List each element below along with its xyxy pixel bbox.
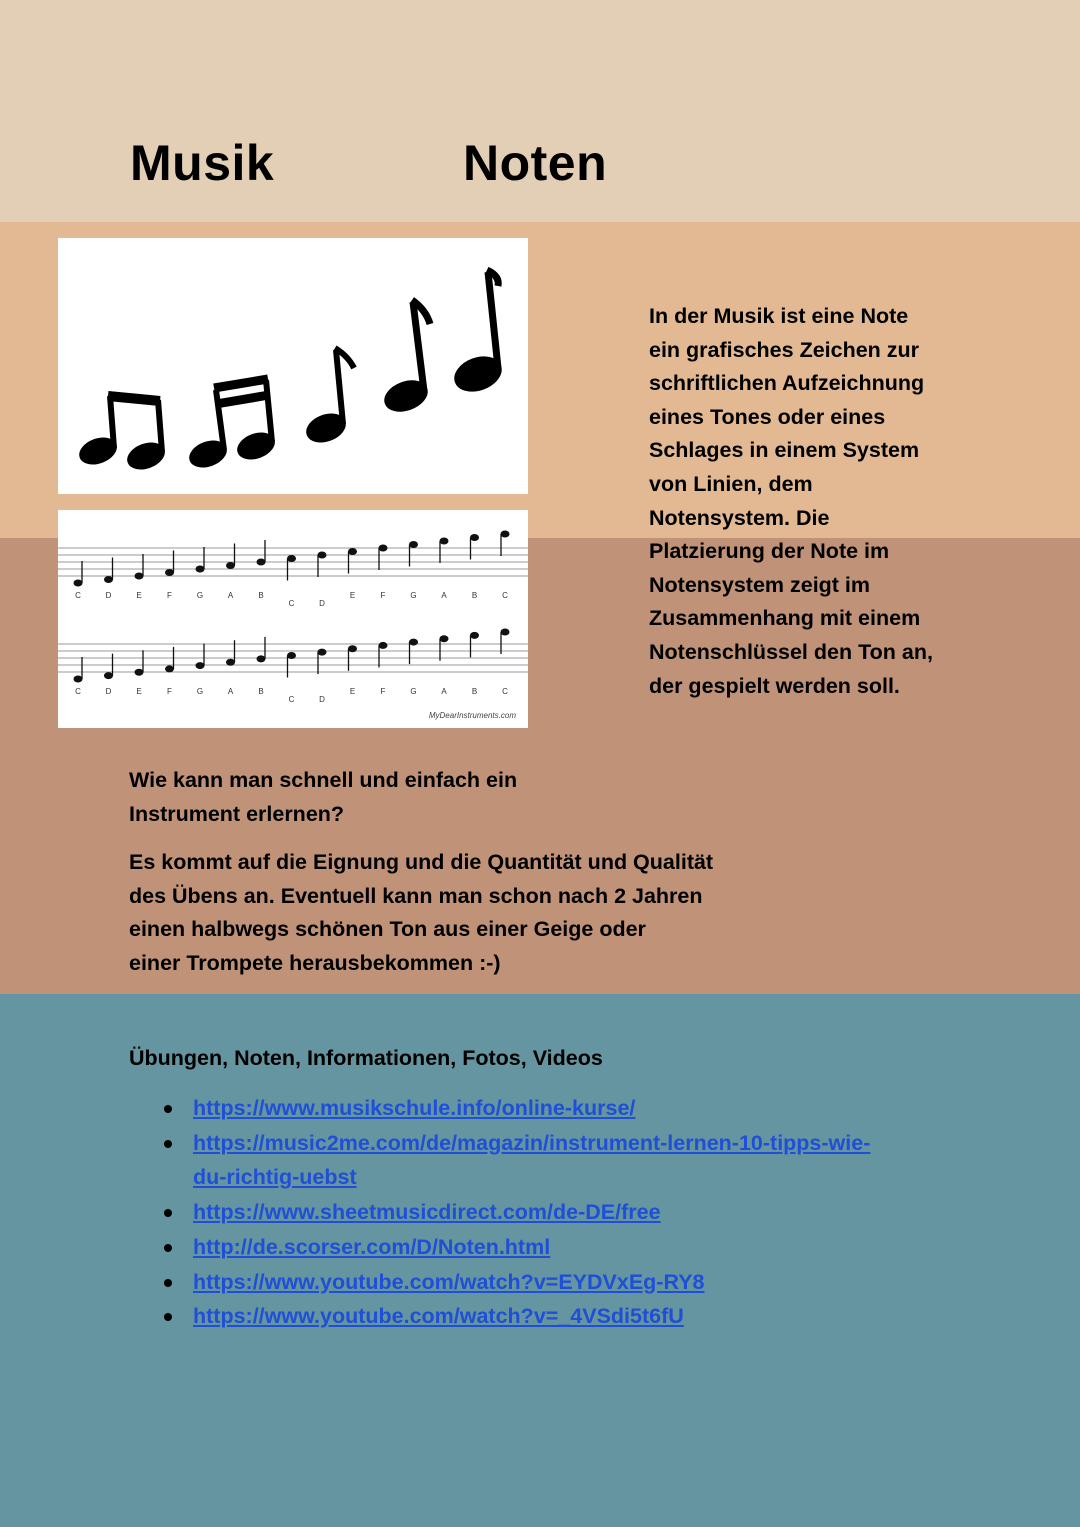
staff-note-head bbox=[135, 669, 144, 676]
staff-note-head bbox=[257, 559, 266, 566]
staff-note-letter: C bbox=[502, 687, 508, 696]
definition-line: Notensystem zeigt im bbox=[649, 572, 871, 597]
definition-line: ein grafisches Zeichen zur bbox=[649, 337, 920, 362]
resource-link[interactable]: http://de.scorser.com/D/Noten.html bbox=[193, 1234, 551, 1259]
page-title-musik: Musik bbox=[130, 135, 275, 191]
staff-note-letter: G bbox=[196, 591, 204, 600]
definition-line: In der Musik ist eine Note bbox=[649, 304, 909, 328]
question-line: Instrument erlernen? bbox=[129, 801, 345, 826]
link-list-item bbox=[160, 1091, 960, 1126]
staff-note-letter: A bbox=[441, 687, 447, 696]
eighth-note-icon bbox=[450, 270, 506, 397]
link-list-item bbox=[160, 1195, 960, 1230]
staff-note-letter: G bbox=[410, 687, 417, 696]
staff-note-head bbox=[470, 534, 479, 541]
staff-note-head bbox=[501, 531, 510, 538]
question-line: Wie kann man schnell und einfach ein bbox=[129, 768, 518, 792]
staff-note-head bbox=[379, 642, 388, 649]
staff-note-letter: G bbox=[410, 591, 417, 600]
staff-note-letter: C bbox=[288, 599, 295, 608]
staff-note-head bbox=[287, 555, 296, 562]
resource-link[interactable]: https://www.youtube.com/watch?v=_4VSdi5t6fU bbox=[193, 1304, 684, 1329]
staff-note-letter: E bbox=[349, 687, 356, 696]
staff-svg bbox=[58, 510, 528, 728]
resource-link[interactable]: https://www.musikschule.info/online-kurse/ bbox=[193, 1096, 636, 1120]
staff-note-head bbox=[470, 632, 479, 639]
music-notes-image bbox=[58, 238, 528, 494]
note-definition bbox=[649, 300, 959, 703]
staff-note-letter: F bbox=[167, 687, 172, 696]
answer-line: Es kommt auf die Eignung und die Quantität und Qualität bbox=[129, 850, 714, 874]
page-title-noten: Noten bbox=[463, 135, 608, 191]
answer-line: einer Trompete herausbekommen :-) bbox=[129, 950, 501, 975]
staff-note-head bbox=[257, 655, 266, 662]
staff-note-letter: C bbox=[502, 591, 508, 600]
definition-line: von Linien, dem bbox=[649, 471, 813, 496]
link-list-item bbox=[160, 1265, 960, 1300]
staff-note-letter: A bbox=[227, 687, 234, 696]
question-text bbox=[129, 764, 559, 831]
staff-note-head bbox=[74, 580, 83, 587]
beamed-sixteenth-notes-icon bbox=[186, 379, 278, 472]
staff-note-letter: D bbox=[319, 695, 325, 704]
eighth-note-icon bbox=[303, 348, 354, 447]
staff-note-letter: C bbox=[75, 687, 81, 696]
staff-note-letter: A bbox=[441, 591, 447, 600]
staff-note-letter: D bbox=[319, 599, 325, 608]
staff-note-letter: D bbox=[105, 687, 112, 696]
resource-link[interactable]: https://www.youtube.com/watch?v=EYDVxEg-RY8 bbox=[193, 1269, 705, 1294]
staff-note-letter: F bbox=[167, 591, 172, 600]
definition-line: Zusammenhang mit einem bbox=[649, 606, 921, 631]
staff-note-letter: D bbox=[105, 591, 112, 600]
staff-note-letter: B bbox=[471, 591, 478, 600]
staff-note-head bbox=[135, 573, 144, 580]
staff-note-letter: E bbox=[136, 591, 142, 600]
staff-note-letter: E bbox=[136, 687, 142, 696]
staff-note-head bbox=[287, 652, 296, 659]
staff-note-head bbox=[501, 629, 510, 636]
resource-link[interactable]: https://www.sheetmusicdirect.com/de-DE/free bbox=[193, 1200, 661, 1225]
link-list-item bbox=[160, 1126, 960, 1195]
staff-note-head bbox=[440, 635, 449, 642]
staff-note-head bbox=[74, 676, 83, 683]
staff-note-head bbox=[318, 649, 327, 656]
staff-note-head bbox=[104, 672, 113, 679]
link-list-item bbox=[160, 1230, 960, 1265]
staff-note-letter: G bbox=[196, 687, 204, 696]
note-staff-chart bbox=[58, 510, 528, 728]
definition-line: Platzierung der Note im bbox=[649, 539, 890, 564]
definition-line: der gespielt werden soll. bbox=[649, 673, 900, 698]
resource-links-list bbox=[160, 1091, 960, 1334]
definition-line: Schlages in einem System bbox=[649, 438, 920, 463]
staff-note-letter: F bbox=[380, 591, 386, 600]
staff-note-head bbox=[348, 645, 357, 652]
staff-note-letter: C bbox=[75, 591, 81, 600]
image-credit: MyDearInstruments.com bbox=[428, 711, 516, 720]
definition-line: Notenschlüssel den Ton an, bbox=[649, 639, 933, 664]
answer-line: des Übens an. Eventuell kann man schon nach 2 Jahren bbox=[129, 883, 703, 908]
bass-staff-notes bbox=[74, 629, 510, 705]
staff-note-head bbox=[165, 665, 174, 672]
beamed-eighth-notes-icon bbox=[76, 396, 168, 474]
resources-heading: Übungen, Noten, Informationen, Fotos, Videos bbox=[129, 1046, 603, 1070]
definition-line: schriftlichen Aufzeichnung bbox=[649, 371, 925, 396]
answer-line: einen halbwegs schönen Ton aus einer Geige oder bbox=[129, 917, 646, 942]
staff-note-head bbox=[226, 659, 235, 666]
definition-line: eines Tones oder eines bbox=[649, 404, 886, 429]
staff-note-letter: B bbox=[258, 687, 264, 696]
staff-note-head bbox=[196, 662, 205, 669]
staff-note-head bbox=[226, 562, 235, 569]
staff-note-letter: F bbox=[380, 687, 386, 696]
staff-note-letter: A bbox=[227, 591, 234, 600]
staff-note-head bbox=[409, 541, 418, 548]
staff-note-head bbox=[440, 538, 449, 545]
staff-note-head bbox=[196, 566, 205, 573]
staff-note-letter: B bbox=[258, 591, 264, 600]
staff-note-head bbox=[318, 552, 327, 559]
definition-line: Notensystem. Die bbox=[649, 505, 830, 530]
link-list-item bbox=[160, 1299, 960, 1334]
eighth-note-icon bbox=[381, 300, 432, 417]
staff-note-head bbox=[379, 545, 388, 552]
staff-note-head bbox=[348, 548, 357, 555]
staff-note-letter: C bbox=[288, 695, 295, 704]
staff-note-head bbox=[165, 569, 174, 576]
staff-note-letter: B bbox=[471, 687, 478, 696]
staff-note-head bbox=[104, 576, 113, 583]
resource-link[interactable]: https://music2me.com/de/magazin/instrument-lernen-10-tipps-wie- du-richtig-uebst bbox=[193, 1130, 871, 1190]
answer-text bbox=[129, 846, 749, 980]
staff-note-letter: E bbox=[349, 591, 356, 600]
staff-note-head bbox=[409, 639, 418, 646]
